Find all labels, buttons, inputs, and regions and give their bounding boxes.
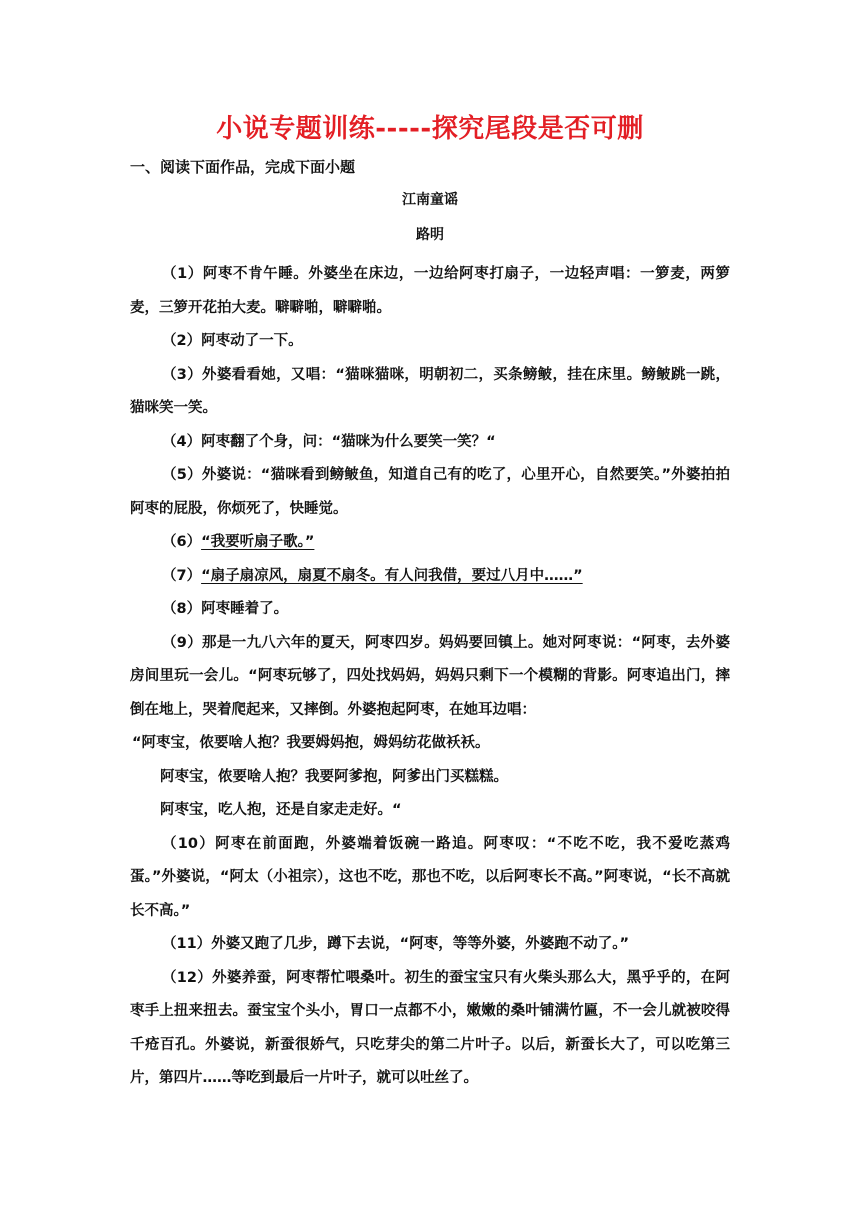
underlined-text: “扇子扇凉风，扇夏不扇冬。有人问我借，要过八月中……” (201, 567, 583, 584)
paragraph-number: （6） (162, 534, 202, 550)
paragraph-number: （10） (162, 835, 216, 852)
paragraph-text: 阿枣翻了个身，问：“猫咪为什么要笑一笑？“ (201, 433, 496, 450)
page-title: 小说专题训练-----探究尾段是否可删 (216, 114, 644, 144)
story-title: 江南童谣 (402, 192, 458, 208)
paragraph-8 (130, 593, 730, 627)
paragraph-4 (130, 426, 730, 460)
section-heading: 一、阅读下面作品，完成下面小题 (130, 158, 356, 176)
paragraph-text: 那是一九八六年的夏天，阿枣四岁。妈妈要回镇上。她对阿枣说：“阿枣，去外婆房间里玩一会儿。“阿枣玩够了，四处找妈妈，妈妈只剩下一个模糊的背影。阿枣追出门，摔倒在地上，哭着爬起来，又摔倒。外婆抱起阿枣，在她耳边唱： (130, 634, 730, 718)
song-line-1: “阿枣宝，侬要啥人抱？我要姆妈抱，姆妈纺花做袄袄。 (132, 735, 490, 751)
paragraph-12 (130, 962, 730, 1096)
paragraph-1 (130, 258, 730, 325)
paragraph-number: （5） (162, 467, 202, 483)
underlined-text: “我要听扇子歌。” (201, 534, 315, 550)
paragraph-text: 阿枣在前面跑，外婆端着饭碗一路追。阿枣叹：“不吃不吃，我不爱吃蒸鸡蛋。”外婆说，“阿太（小祖宗），这也不吃，那也不吃，以后阿枣长不高。”阿枣说，“长不高就长不高。” (130, 835, 730, 919)
paragraph-number: （9） (162, 634, 203, 651)
paragraph-7 (130, 560, 730, 594)
paragraph-text: 外婆说：“猫咪看到鳑鲏鱼，知道自己有的吃了，心里开心，自然要笑。”外婆拍拍阿枣的屁股，你烦死了，快睡觉。 (130, 467, 730, 517)
paragraph-text: 外婆看看她，又唱：“猫咪猫咪，明朝初二，买条鳑鲏，挂在床里。鳑鲏跳一跳，猫咪笑一笑。 (130, 366, 730, 416)
paragraph-number: （8） (162, 601, 202, 617)
paragraph-text: 阿枣睡着了。 (201, 601, 289, 617)
paragraph-11 (130, 928, 730, 962)
paragraph-text: 外婆养蚕，阿枣帮忙喂桑叶。初生的蚕宝宝只有火柴头那么大，黑乎乎的，在阿枣手上扭来扭去。蚕宝宝个头小，胃口一点都不小，嫩嫩的桑叶铺满竹匾，不一会儿就被咬得千疮百孔。外婆说，新蚕很娇气，只吃芽尖的第二片叶子。以后，新蚕长大了，可以吃第三片，第四片……等吃到最后一片叶子，就可以吐丝了。 (130, 969, 731, 1086)
song-line-3: 阿枣宝，吃人抱，还是自家走走好。“ (160, 802, 402, 818)
paragraph-text: 阿枣不肯午睡。外婆坐在床边，一边给阿枣打扇子，一边轻声唱：一箩麦，两箩麦，三箩开花拍大麦。噼噼啪，噼噼啪。 (130, 266, 730, 316)
paragraph-number: （12） (162, 969, 213, 986)
paragraph-5 (130, 459, 730, 526)
paragraph-3 (130, 359, 730, 426)
paragraph-number: （3） (162, 366, 203, 383)
paragraph-text: 外婆又跑了几步，蹲下去说，“阿枣，等等外婆，外婆跑不动了。” (211, 936, 629, 952)
paragraph-10 (130, 828, 730, 929)
story-body (130, 258, 730, 1096)
paragraph-number: （4） (162, 433, 202, 450)
song-line-2: 阿枣宝，侬要啥人抱？我要阿爹抱，阿爹出门买糕糕。 (160, 768, 508, 785)
paragraph-text: 阿枣动了一下。 (201, 333, 303, 349)
paragraph-number: （7） (162, 567, 202, 584)
paragraph-number: （1） (162, 266, 203, 282)
story-author: 路明 (416, 227, 444, 243)
paragraph-number: （2） (162, 333, 202, 349)
paragraph-number: （11） (162, 936, 212, 952)
paragraph-6 (130, 526, 730, 560)
paragraph-9 (130, 627, 730, 728)
paragraph-2 (130, 325, 730, 359)
